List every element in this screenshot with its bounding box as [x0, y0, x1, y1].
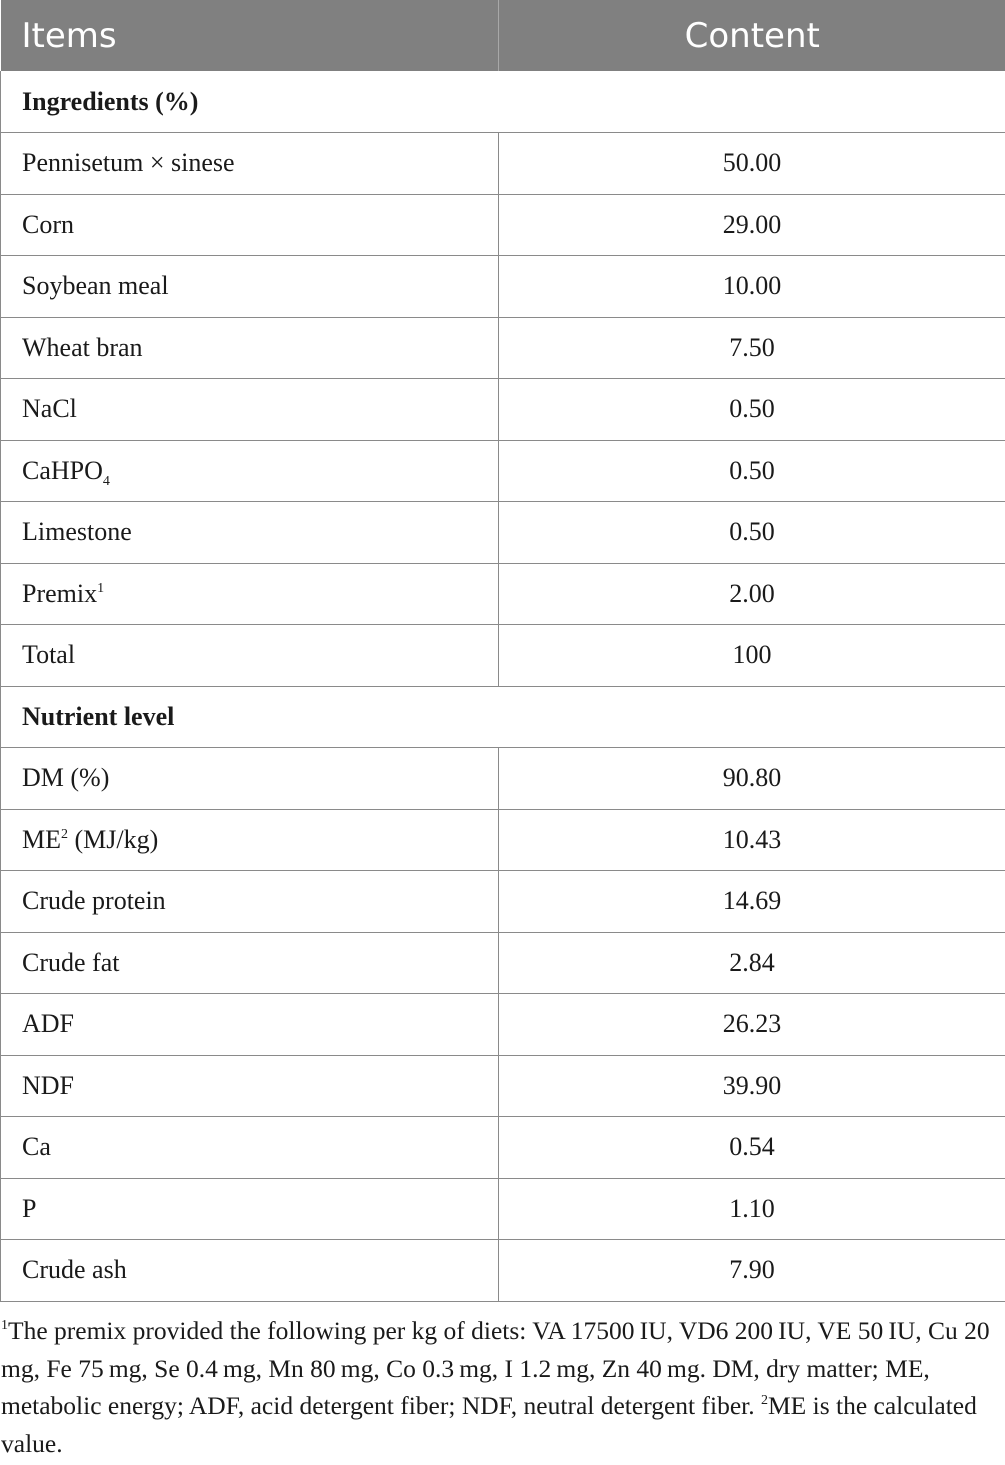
row-label-superscript: 2 — [61, 826, 68, 842]
row-label — [1, 1178, 499, 1240]
table-row — [1, 748, 1005, 810]
row-value: 39.90 — [499, 1055, 1005, 1117]
row-value: 0.54 — [499, 1117, 1005, 1179]
row-label-text: ADF — [22, 1009, 75, 1039]
table-row — [1, 256, 1005, 318]
row-label — [1, 502, 499, 564]
row-label-text: Wheat bran — [22, 332, 143, 362]
row-label-text: DM (%) — [22, 763, 110, 793]
section-title: Ingredients (%) — [1, 71, 1005, 133]
row-value: 90.80 — [499, 748, 1005, 810]
table-row — [1, 379, 1005, 441]
row-value: 26.23 — [499, 994, 1005, 1056]
row-label-text: P — [22, 1193, 37, 1223]
row-label-text: ME — [22, 824, 61, 854]
footnote-text-1: The premix provided the following per kg of diets: VA 17500 IU, VD6 200 IU, VE 50 IU, Cu 20 mg, Fe 75 mg, Se 0.4 mg, Mn 80 mg, Co 0.3 mg, I 1.2 mg, Zn 40 mg. DM, dry matter; ME, metabolic energy; ADF, acid detergent fiber; NDF, neutral detergent fiber. — [1, 1316, 995, 1420]
row-label — [1, 440, 499, 502]
header-content: Content — [499, 0, 1005, 71]
row-label-subscript: 4 — [102, 473, 110, 489]
table-footnote — [1, 1312, 1001, 1462]
table-row — [1, 932, 1005, 994]
row-label-suffix: (MJ/kg) — [68, 824, 159, 854]
footnote-mark-1: 1 — [1, 1318, 8, 1333]
row-label — [1, 1240, 499, 1302]
table-row — [1, 994, 1005, 1056]
table-row — [1, 317, 1005, 379]
row-value: 7.90 — [499, 1240, 1005, 1302]
footnote-text-2: ME is the calculated value. — [1, 1391, 977, 1458]
row-label-text: Crude fat — [22, 947, 120, 977]
row-label-text: Premix — [22, 578, 98, 608]
row-value: 1.10 — [499, 1178, 1005, 1240]
table-row — [1, 625, 1005, 687]
table-row — [1, 194, 1005, 256]
table-row — [1, 1055, 1005, 1117]
table-row — [1, 440, 1005, 502]
section-title: Nutrient level — [1, 686, 1005, 748]
row-value: 29.00 — [499, 194, 1005, 256]
row-label-text: CaHPO — [22, 455, 103, 485]
row-label-text: Corn — [22, 209, 74, 239]
row-value: 50.00 — [499, 133, 1005, 195]
row-label — [1, 317, 499, 379]
header-row — [1, 0, 1005, 71]
table-row — [1, 1117, 1005, 1179]
row-value: 0.50 — [499, 502, 1005, 564]
row-value: 10.43 — [499, 809, 1005, 871]
section-row — [1, 686, 1005, 748]
row-label — [1, 748, 499, 810]
row-label — [1, 194, 499, 256]
section-row — [1, 71, 1005, 133]
row-label-text: NaCl — [22, 394, 77, 424]
table-row — [1, 133, 1005, 195]
row-label-text: Crude ash — [22, 1255, 127, 1285]
row-label — [1, 809, 499, 871]
row-value: 2.00 — [499, 563, 1005, 625]
table-row — [1, 1240, 1005, 1302]
row-label — [1, 256, 499, 318]
table-row — [1, 809, 1005, 871]
table-row — [1, 502, 1005, 564]
row-label-text: Pennisetum × sinese — [22, 148, 235, 178]
footnote-mark-2: 2 — [760, 1393, 768, 1408]
row-label-text: Soybean meal — [22, 271, 169, 301]
row-label-text: Crude protein — [22, 886, 166, 916]
row-value: 14.69 — [499, 871, 1005, 933]
table-row — [1, 1178, 1005, 1240]
row-label — [1, 133, 499, 195]
row-label-text: Total — [22, 640, 76, 670]
row-label-text: Ca — [22, 1132, 51, 1162]
row-label — [1, 932, 499, 994]
row-label — [1, 994, 499, 1056]
row-value: 10.00 — [499, 256, 1005, 318]
row-label — [1, 1055, 499, 1117]
row-label — [1, 563, 499, 625]
row-label-superscript: 1 — [97, 580, 105, 596]
row-label — [1, 379, 499, 441]
row-label-text: Limestone — [22, 517, 132, 547]
table-row — [1, 871, 1005, 933]
row-label — [1, 871, 499, 933]
row-label-text: NDF — [22, 1070, 75, 1100]
header-items: Items — [1, 0, 499, 71]
row-label — [1, 1117, 499, 1179]
row-label — [1, 625, 499, 687]
row-value: 100 — [499, 625, 1005, 687]
row-value: 0.50 — [499, 440, 1005, 502]
row-value: 0.50 — [499, 379, 1005, 441]
row-value: 7.50 — [499, 317, 1005, 379]
table-row — [1, 563, 1005, 625]
row-value: 2.84 — [499, 932, 1005, 994]
